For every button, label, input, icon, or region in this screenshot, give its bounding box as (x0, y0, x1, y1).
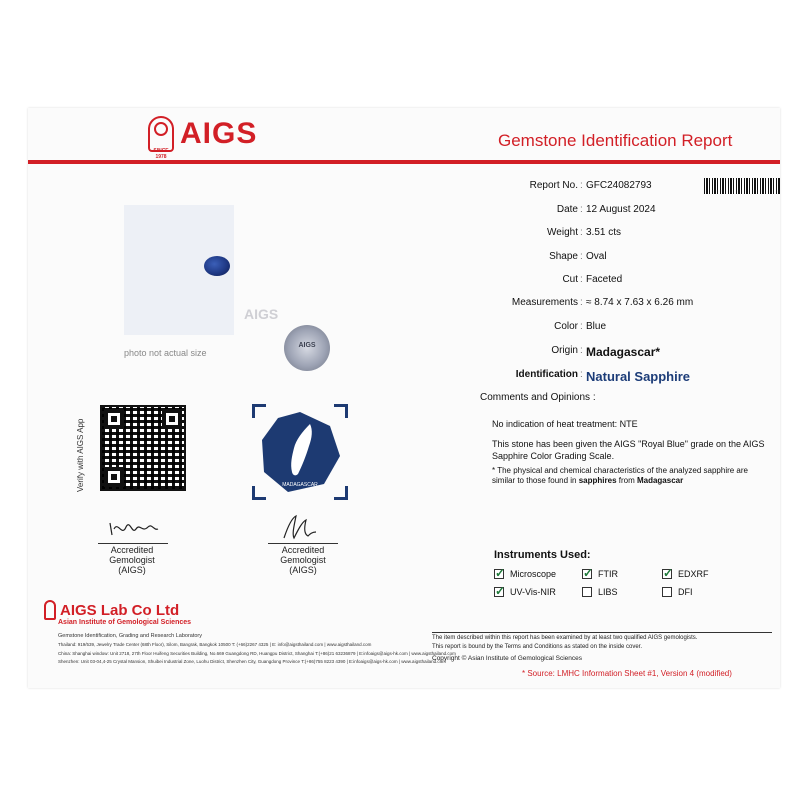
qr-finder (162, 409, 182, 429)
detail-measurements: Measurements : ≈ 8.74 x 7.63 x 6.26 mm (440, 297, 780, 313)
detail-label: Origin (551, 345, 578, 356)
watermark-logo: AIGS (244, 306, 279, 322)
signature-2-icon (280, 512, 320, 542)
checkbox-checked-icon (494, 569, 504, 579)
detail-label: Measurements (511, 297, 578, 308)
qr-finder (104, 467, 124, 487)
instrument-dfi: DFI (662, 587, 693, 597)
address-china-shenzhen: Shenzhen: Unit 03-04,4-25 Crystal Mansion, Shuibei Industrial Zone, Luohu District, Shenzhen City, Guangdong Province T:(+86)755 8223 4390 | E:infoaigs@aigs-hk.com | www.aigsthailand.com (58, 659, 446, 664)
lab-seal-icon (44, 600, 56, 620)
header-rule (28, 160, 780, 164)
signature-org: (AIGS) (118, 565, 146, 575)
seal-text: SINCE 1978 (153, 148, 169, 160)
map-label: MADAGASCAR (282, 482, 318, 488)
lab-logo (44, 600, 179, 620)
instrument-ftir: ✓ FTIR (582, 569, 618, 579)
address-thailand: Thailand: 919/539, Jewelry Trade Center (68th Floor), Silom, Bangrak, Bangkok 10500 T: (+66)2267 4325 | E: info@aigsthailand.com | www.aigsthailand.com (58, 642, 372, 647)
sapphire-photo (204, 256, 230, 276)
detail-origin: Origin : Madagascar* (440, 345, 780, 361)
detail-color: Color : Blue (440, 321, 780, 337)
checkbox-checked-icon (662, 569, 672, 579)
detail-value: 12 August 2024 (586, 204, 656, 215)
hologram-text: AIGS (298, 342, 316, 349)
origin-map-badge (252, 404, 348, 500)
comment-origin-note: * The physical and chemical characteristics of the analyzed sapphire are similar to those found in sapphires from Madagascar (492, 466, 748, 485)
detail-value: Madagascar* (586, 345, 661, 359)
qr-code[interactable] (100, 405, 186, 491)
disclaimer-examined: The item described within this report has been examined by at least two qualified AIGS gemologists. (432, 635, 698, 641)
photo-note: photo not actual size (124, 348, 207, 358)
copyright: Copyright © Asian Institute of Gemological Sciences (432, 655, 583, 662)
instrument-microscope: ✓ Microscope (494, 569, 556, 579)
detail-identification: Identification : Natural Sapphire (440, 369, 780, 385)
detail-report-no: Report No. : GFC24082793 (440, 180, 780, 196)
checkbox-checked-icon (494, 587, 504, 597)
detail-value: GFC24082793 (586, 180, 652, 191)
lab-name: AIGS Lab Co Ltd (60, 601, 180, 619)
instrument-libs: LIBS (582, 587, 618, 597)
detail-label: Date (556, 204, 578, 215)
lab-subtitle: Asian Institute of Gemological Sciences (58, 619, 192, 626)
signature-org: (AIGS) (289, 565, 317, 575)
signature-1-caption (92, 545, 172, 575)
detail-value: 3.51 cts (586, 227, 622, 238)
detail-weight: Weight : 3.51 cts (440, 227, 780, 243)
signature-2-caption (258, 545, 348, 575)
detail-label: Color (554, 321, 578, 332)
checkbox-empty-icon (582, 587, 592, 597)
detail-value: ≈ 8.74 x 7.63 x 6.26 mm (586, 297, 694, 308)
lab-services: Gemstone Identification, Grading and Research Laboratory (58, 633, 202, 639)
detail-label: Identification (515, 369, 578, 380)
detail-cut: Cut : Faceted (440, 274, 780, 290)
instruments-title: Instruments Used: (494, 549, 591, 561)
checkbox-empty-icon (662, 587, 672, 597)
detail-date: Date : 12 August 2024 (440, 204, 780, 220)
detail-label: Shape (549, 251, 578, 262)
detail-value: Faceted (586, 274, 623, 285)
detail-label: Weight (547, 227, 578, 238)
qr-finder (104, 409, 124, 429)
source-note: * Source: LMHC Information Sheet #1, Version 4 (modified) (522, 669, 732, 678)
address-china-shanghai: China: Shanghai window: Unit 2718, 27th Floor Huifeng Securities Building, No.669 Guangdong RD, Huangpu District, Shanghai T:(+86)21 63236879 | E:infoaigs@aigs-hk.com | www.aigsthailand.com (58, 651, 456, 656)
brand-name: AIGS (180, 117, 258, 150)
instrument-edxrf: ✓ EDXRF (662, 569, 709, 579)
comment-heat: No indication of heat treatment: NTE (492, 419, 638, 429)
signature-title: Accredited Gemologist (280, 545, 326, 565)
comment-grade: This stone has been given the AIGS "Royal Blue" grade on the AIGS Sapphire Color Grading Scale. (492, 439, 765, 461)
signature-line (268, 543, 338, 544)
detail-value: Natural Sapphire (586, 369, 691, 384)
verify-text: Verify with AIGS App (76, 418, 85, 492)
disclaimer-terms: This report is bound by the Terms and Conditions as stated on the inside cover. (432, 644, 643, 650)
checkbox-checked-icon (582, 569, 592, 579)
instrument-uv-vis-nir: ✓ UV-Vis-NIR (494, 587, 556, 597)
madagascar-map-icon (258, 410, 342, 494)
aigs-seal-icon (148, 116, 174, 160)
detail-value: Blue (586, 321, 607, 332)
detail-label: Report No. (529, 180, 578, 191)
signature-line (98, 543, 168, 544)
detail-shape: Shape : Oval (440, 251, 780, 267)
signature-1-icon (104, 515, 164, 541)
comments-title: Comments and Opinions : (480, 392, 596, 403)
detail-value: Oval (586, 251, 607, 262)
aigs-logo (148, 116, 258, 160)
report-title: Gemstone Identification Report (498, 131, 733, 150)
detail-label: Cut (562, 274, 578, 285)
disclaimer-rule (432, 632, 772, 633)
signature-title: Accredited Gemologist (109, 545, 155, 565)
